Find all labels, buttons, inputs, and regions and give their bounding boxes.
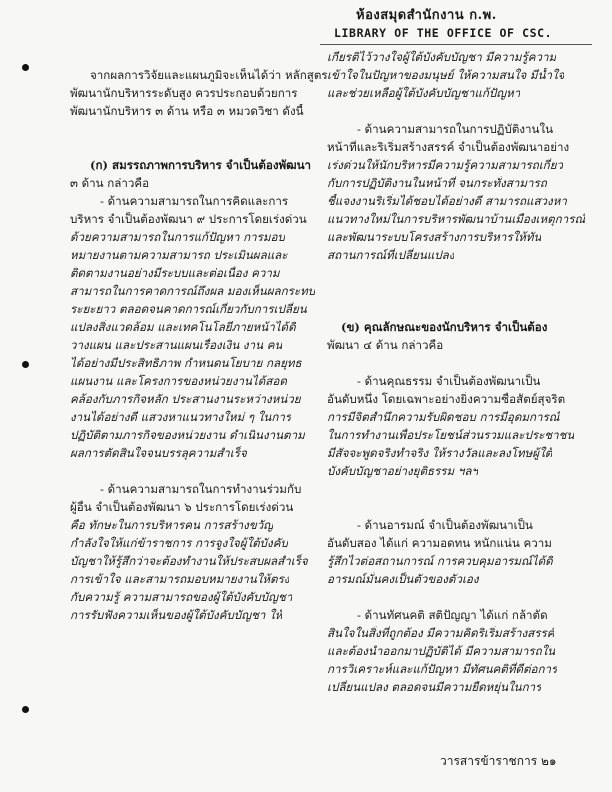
text-line: กำลังใจให้แก่ข้าราชการ การจูงใจผู้ใต้บังคับ — [70, 536, 288, 550]
text-line: สามารถในการคาดการณ์ถึงผล มองเห็นผลกระทบ — [70, 284, 316, 298]
text-line: ติดตามงานอย่างมีระบบและต่อเนื่อง ความ — [70, 266, 280, 280]
text-line: คล้องกับภารกิจหลัก ประสานงานระหว่างหน่วย — [70, 392, 301, 406]
text-line: เปลี่ยนแปลง ตลอดจนมีความยืดหยุ่นในการ — [327, 680, 542, 694]
text-line: พัฒนา ๔ ด้าน กล่าวคือ — [327, 338, 444, 352]
text-line: ผู้อื่น จำเป็นต้องพัฒนา ๖ ประการโดยเร่งด่วน — [70, 500, 294, 514]
text-line: - ด้านความสามารถในการทำงานร่วมกับ — [100, 482, 302, 496]
text-line: การวิเคราะห์และแก้ปัญหา มีทัศนคติที่ดีต่อการ — [327, 662, 558, 676]
text-line: ๓ ด้าน กล่าวคือ — [70, 176, 150, 190]
text-line: หมายงานตามความสามารถ ประเมินผลและ — [70, 248, 288, 262]
text-line: - ด้านความสามารถในการคิดและการ — [100, 194, 289, 208]
punch-hole-bottom — [22, 706, 29, 713]
text-line: สินใจในสิ่งที่ถูกต้อง มีความคิดริเริ่มสร้างสรรค์ — [327, 626, 555, 640]
text-line: - ด้านทัศนคติ สติปัญญา ได้แก่ กล้าตัด — [357, 608, 548, 622]
text-line: และพัฒนาระบบโครงสร้างการบริหารให้ทัน — [327, 230, 542, 244]
text-line: กับความรู้ ความสามารถของผู้ใต้บังคับบัญชา — [70, 590, 293, 604]
text-line: และช่วยเหลือผู้ใต้บังคับบัญชาแก้ปัญหา — [327, 86, 521, 100]
text-line: มีสัจจะพูดจริงทำจริง ให้รางวัลและลงโทษผู้ใต้ — [327, 446, 553, 460]
text-line: การรับฟังความเห็นของผู้ใต้บังคับบัญชา ให้ — [70, 608, 283, 622]
stamp-thai-line: ห้องสมุดสำนักงาน ก.พ. — [356, 8, 497, 23]
section-heading-b: (ข) คุณลักษณะของนักบริหาร จำเป็นต้อง — [341, 320, 548, 334]
text-line: รู้สึกไวต่อสถานการณ์ การควบคุมอารมณ์ได้ดี — [327, 554, 553, 568]
text-line: ชี้แจงงานริเริ่มได้ชอบได้อย่างดี สามารถแสวงหา — [327, 194, 567, 208]
text-line: กับการปฏิบัติงานในหน้าที่ จนกระทั่งสามารถ — [327, 176, 547, 190]
text-line: อันดับสอง ได้แก่ ความอดทน หนักแน่น ความ — [327, 536, 552, 550]
section-heading-a: (ก) สมรรถภาพการบริหาร จำเป็นต้องพัฒนา — [90, 158, 312, 172]
text-line: คือ ทักษะในการบริหารคน การสร้างขวัญ — [70, 518, 274, 532]
text-line: อันดับหนึ่ง โดยเฉพาะอย่างยิ่งความซื่อสัตย์สุจริต — [327, 392, 566, 406]
text-line: พัฒนานักบริหาร ๓ ด้าน หรือ ๓ หมวดวิชา ดังนี้ — [70, 104, 304, 118]
library-stamp — [320, 2, 592, 45]
text-line: และต้องนำออกมาปฏิบัติได้ มีความสามารถใน — [327, 644, 556, 658]
text-line: บังคับบัญชาอย่างยุติธรรม ฯลฯ — [327, 464, 478, 478]
text-line: แผนงาน และโครงการของหน่วยงานได้สอด — [70, 374, 287, 388]
text-line: เร่งด่วนให้นักบริหารมีความรู้ความสามารถเกี่ยว — [327, 158, 564, 172]
text-line: - ด้านความสามารถในการปฏิบัติงานใน — [357, 122, 554, 136]
text-line: ในการทำงานเพื่อประโยชน์ส่วนรวมและประชาชน — [327, 428, 575, 442]
text-line: บริหาร จำเป็นต้องพัฒนา ๙ ประการโดยเร่งด่วน — [70, 212, 307, 226]
text-line: บัญชาให้รู้สึกว่าจะต้องทำงานให้ประสบผลสำเร็จ — [70, 554, 308, 568]
text-line: เกียรติไว้วางใจผู้ใต้บังคับบัญชา มีความรู้ความ — [327, 50, 557, 64]
text-line: ได้อย่างมีประสิทธิภาพ กำหนดนโยบาย กลยุทธ — [70, 356, 302, 370]
text-line: เข้าใจในปัญหาของมนุษย์ ให้ความสนใจ มีน้ำใจ — [327, 68, 565, 82]
page-footer: วารสารข้าราชการ ๒๑ — [440, 754, 557, 768]
stamp-english-line: LIBRARY OF THE OFFICE OF CSC. — [334, 26, 553, 40]
text-line: สถานการณ์ที่เปลี่ยนแปลง — [327, 248, 455, 262]
text-line: วางแผน และประสานแผนเรื่องเงิน งาน คน — [70, 338, 283, 352]
punch-hole-top — [22, 64, 29, 71]
text-line: ระยะยาว ตลอดจนคาดการณ์เกี่ยวกับการเปลี่ยน — [70, 302, 307, 316]
text-line: พัฒนานักบริหารระดับสูง ควรประกอบด้วยการ — [70, 86, 298, 100]
text-line: การเข้าใจ และสามารถมอบหมายงานให้ตรง — [70, 572, 290, 586]
text-line: การมีจิตสำนึกความรับผิดชอบ การมีอุดมการณ์ — [327, 410, 560, 424]
text-line: ผลการตัดสินใจจนบรรลุความสำเร็จ — [70, 446, 247, 460]
text-line: อารมณ์มั่นคงเป็นตัวของตัวเอง — [327, 572, 479, 586]
text-line: - ด้านอารมณ์ จำเป็นต้องพัฒนาเป็น — [357, 518, 533, 532]
text-line: จากผลการวิจัยและแผนภูมิจะเห็นได้ว่า หลักสูตร — [90, 68, 328, 82]
text-line: งานได้อย่างดี แสวงหาแนวทางใหม่ ๆ ในการ — [70, 410, 292, 424]
punch-hole-middle — [22, 361, 29, 368]
text-line: แปลงสิ่งแวดล้อม และเทคโนโลยีภายหน้าได้ดี — [70, 320, 296, 334]
text-line: ด้วยความสามารถในการแก้ปัญหา การมอบ — [70, 230, 285, 244]
text-line: หน้าที่และริเริ่มสร้างสรรค์ จำเป็นต้องพัฒนาอย่าง — [327, 140, 570, 154]
text-line: แนวทางใหม่ในการบริหารพัฒนาบ้านเมืองเหตุการณ์ — [327, 212, 586, 226]
text-line: ปฏิบัติตามภารกิจของหน่วยงาน ดำเนินงานตาม — [70, 428, 305, 442]
text-line: - ด้านคุณธรรม จำเป็นต้องพัฒนาเป็น — [357, 374, 541, 388]
